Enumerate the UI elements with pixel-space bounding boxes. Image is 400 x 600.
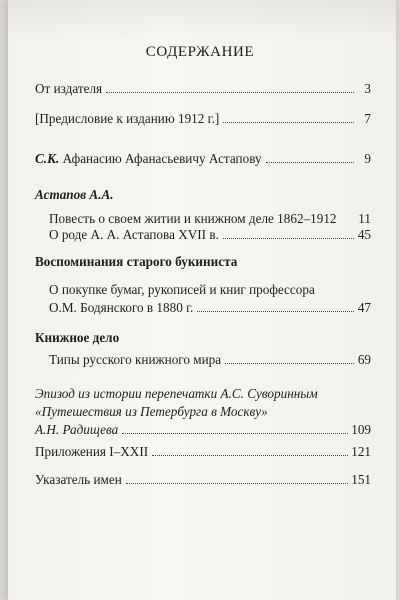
entry-text-line2: «Путешествия из Петербурга в Москву»	[35, 404, 268, 419]
entry-page: 47	[357, 300, 371, 315]
toc-title: СОДЕРЖАНИЕ	[145, 44, 255, 60]
entry-page: 69	[357, 352, 371, 367]
entry-text: О.М. Бодянского в 1880 г.	[49, 300, 194, 315]
toc-entry-dedication	[35, 150, 371, 168]
leader-dots	[223, 122, 354, 123]
section-heading: Астапов А.А.	[35, 187, 114, 202]
toc-section-book-trade	[35, 329, 371, 347]
section-heading: Воспоминания старого букиниста	[35, 254, 238, 269]
toc-entry-bodyansky	[35, 281, 371, 317]
entry-text: Приложения I–XXII	[35, 444, 149, 459]
entry-text-line1: О покупке бумаг, рукописей и книг профессора	[49, 282, 315, 297]
entry-author: С.К.	[35, 151, 60, 166]
leader-dots	[225, 363, 354, 364]
entry-text: Типы русского книжного мира	[49, 352, 222, 367]
entry-page: 151	[351, 472, 371, 487]
entry-text: Повесть о своем житии и книжном деле 1862–1912	[49, 211, 337, 226]
toc-entry-episode	[35, 385, 371, 439]
entry-text: О роде А. А. Астапова XVII в.	[49, 227, 219, 242]
leader-dots	[197, 311, 354, 312]
toc-entry-lineage	[35, 226, 371, 244]
toc-entry-index	[35, 471, 371, 489]
toc-entry-appendices	[35, 443, 371, 461]
entry-text: От издателя	[35, 81, 103, 96]
entry-text-line1: Эпизод из истории перепечатки А.С. Суворинным	[35, 386, 318, 401]
leader-dots	[126, 483, 348, 484]
entry-text: Афанасию Афанасьевичу Астапову	[62, 151, 262, 166]
entry-text: А.Н. Радищева	[35, 422, 119, 437]
toc-entry-types	[35, 351, 371, 369]
leader-dots	[223, 238, 354, 239]
page-shadow	[8, 0, 396, 40]
entry-page: 9	[364, 151, 371, 166]
toc-entry-preface	[35, 110, 371, 128]
entry-page: 11	[358, 211, 371, 226]
entry-page: 3	[364, 81, 371, 96]
toc-section-memoirs	[35, 253, 371, 271]
leader-dots	[152, 455, 348, 456]
entry-page: 7	[364, 111, 371, 126]
leader-dots	[106, 92, 354, 93]
toc-entry-publisher	[35, 80, 371, 98]
entry-text: [Предисловие к изданию 1912 г.]	[35, 111, 220, 126]
entry-page: 109	[351, 422, 371, 437]
section-heading: Книжное дело	[35, 330, 120, 345]
leader-dots	[266, 162, 354, 163]
leader-dots	[122, 433, 348, 434]
entry-page: 45	[357, 227, 371, 242]
toc-section-astapov	[35, 186, 371, 204]
entry-page: 121	[351, 444, 371, 459]
entry-text: Указатель имен	[35, 472, 122, 487]
